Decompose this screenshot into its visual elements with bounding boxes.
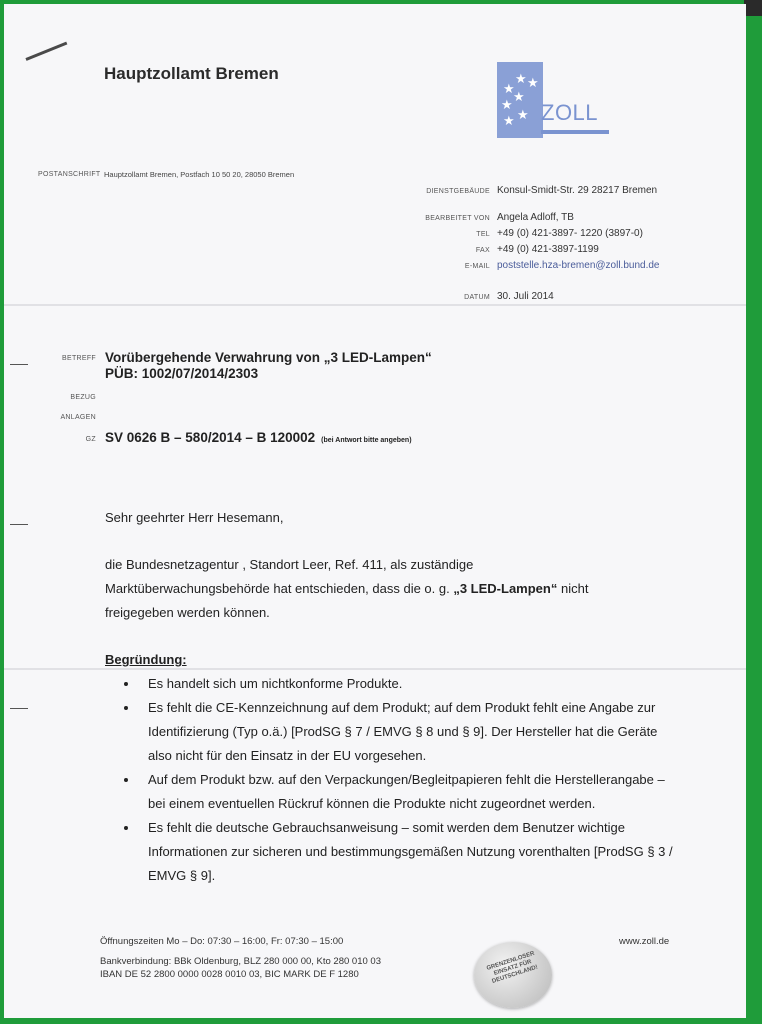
paragraph-line: Marktüberwachungsbehörde hat entschieden, dass die o. g. „3 LED-Lampen“ nicht [105,581,589,596]
datum-value: 30. Juli 2014 [497,291,554,302]
zoll-logo [497,62,609,144]
opening-hours: Öffnungszeiten Mo – Do: 07:30 – 16:00, Fr: 07:30 – 15:00 [100,936,344,947]
bullet-icon [124,778,128,782]
list-item: Auf dem Produkt bzw. auf den Verpackungen/Begleitpapieren fehlt die Herstellerangabe – bei einem eventuellen Rückruf können die Produkte nicht zugeordnet werden. [124,768,684,816]
gz-note: (bei Antwort bitte angeben) [321,437,412,444]
list-item: Es fehlt die CE-Kennzeichnung auf dem Produkt; auf dem Produkt fehlt eine Angabe zur Identifizierung (Typ o.ä.) [ProdSG § 7 / EMVG § 8 und § 9]. Der Hersteller hat die Geräte also nicht für den Einsatz in der EU vorgesehen. [124,696,684,768]
seal-text: GRENZENLOSER EINSATZ FÜR DEUTSCHLAND! [485,950,539,985]
gz-value-line [105,430,412,445]
salutation: Sehr geehrter Herr Hesemann, [105,510,284,525]
paragraph-line: die Bundesnetzagentur , Standort Leer, Ref. 411, als zuständige [105,557,474,572]
bullet-icon [124,826,128,830]
logo-underline [541,130,609,134]
product-name: „3 LED-Lampen“ [453,581,558,596]
fold-line [4,668,746,670]
website-link[interactable]: www.zoll.de [619,936,670,947]
fold-mark [10,524,28,525]
datum-label: DATUM [464,294,490,301]
iban-details: IBAN DE 52 2800 0000 0028 0010 03, BIC MARK DE F 1280 [100,969,359,980]
reasons-list [124,672,684,888]
dienstgebaeude-label: DIENSTGEBÄUDE [426,188,490,195]
dienstgebaeude-value: Konsul-Smidt-Str. 29 28217 Bremen [497,185,658,196]
postanschrift-value: Hauptzollamt Bremen, Postfach 10 50 20, 28050 Bremen [104,170,295,179]
bearbeitet-label: BEARBEITET VON [425,215,490,222]
postanschrift-label: POSTANSCHRIFT [38,171,101,178]
tel-value: +49 (0) 421-3897- 1220 (3897-0) [497,228,643,239]
seal-sticker [474,942,552,1008]
bullet-icon [124,706,128,710]
betreff-line-2: PÜB: 1002/07/2014/2303 [105,366,259,381]
betreff-line-1: Vorübergehende Verwahrung von „3 LED-Lampen“ [105,350,432,365]
fax-value: +49 (0) 421-3897-1199 [497,244,599,255]
tel-label: TEL [476,231,490,238]
eu-stars-icon: ★ ★ ★ ★ ★ ★ ★ [497,62,543,138]
list-item: Es fehlt die deutsche Gebrauchsanweisung – somit werden dem Benutzer wichtige Informationen zur sicheren und bestimmungsgemäßen Nutzung vorenthalten [ProdSG § 3 / EMVG § 9]. [124,816,684,888]
sender-name: Hauptzollamt Bremen [104,64,279,83]
letter-page [4,4,746,1018]
body-paragraph [105,553,588,625]
bank-details: Bankverbindung: BBk Oldenburg, BLZ 280 000 00, Kto 280 010 03 [100,956,381,967]
list-item: Es handelt sich um nichtkonforme Produkte. [124,672,684,696]
bearbeitet-value: Angela Adloff, TB [497,212,574,223]
gz-label: GZ [85,436,96,443]
bezug-label: BEZUG [70,394,96,401]
gz-value: SV 0626 B – 580/2014 – B 120002 [105,430,316,445]
fold-mark [10,364,28,365]
fax-label: FAX [475,247,490,254]
reasons-heading: Begründung: [105,652,187,667]
bullet-icon [124,682,128,686]
paragraph-line: freigegeben werden können. [105,605,270,620]
email-label: E-MAIL [464,263,490,270]
fold-mark [10,708,28,709]
fold-line [4,304,746,306]
pen-mark [25,42,67,61]
betreff-label: BETREFF [62,355,96,362]
email-link[interactable]: poststelle.hza-bremen@zoll.bund.de [497,260,660,271]
page-edge-background [744,16,762,1024]
anlagen-label: ANLAGEN [60,414,96,421]
logo-text: ZOLL [541,100,599,125]
